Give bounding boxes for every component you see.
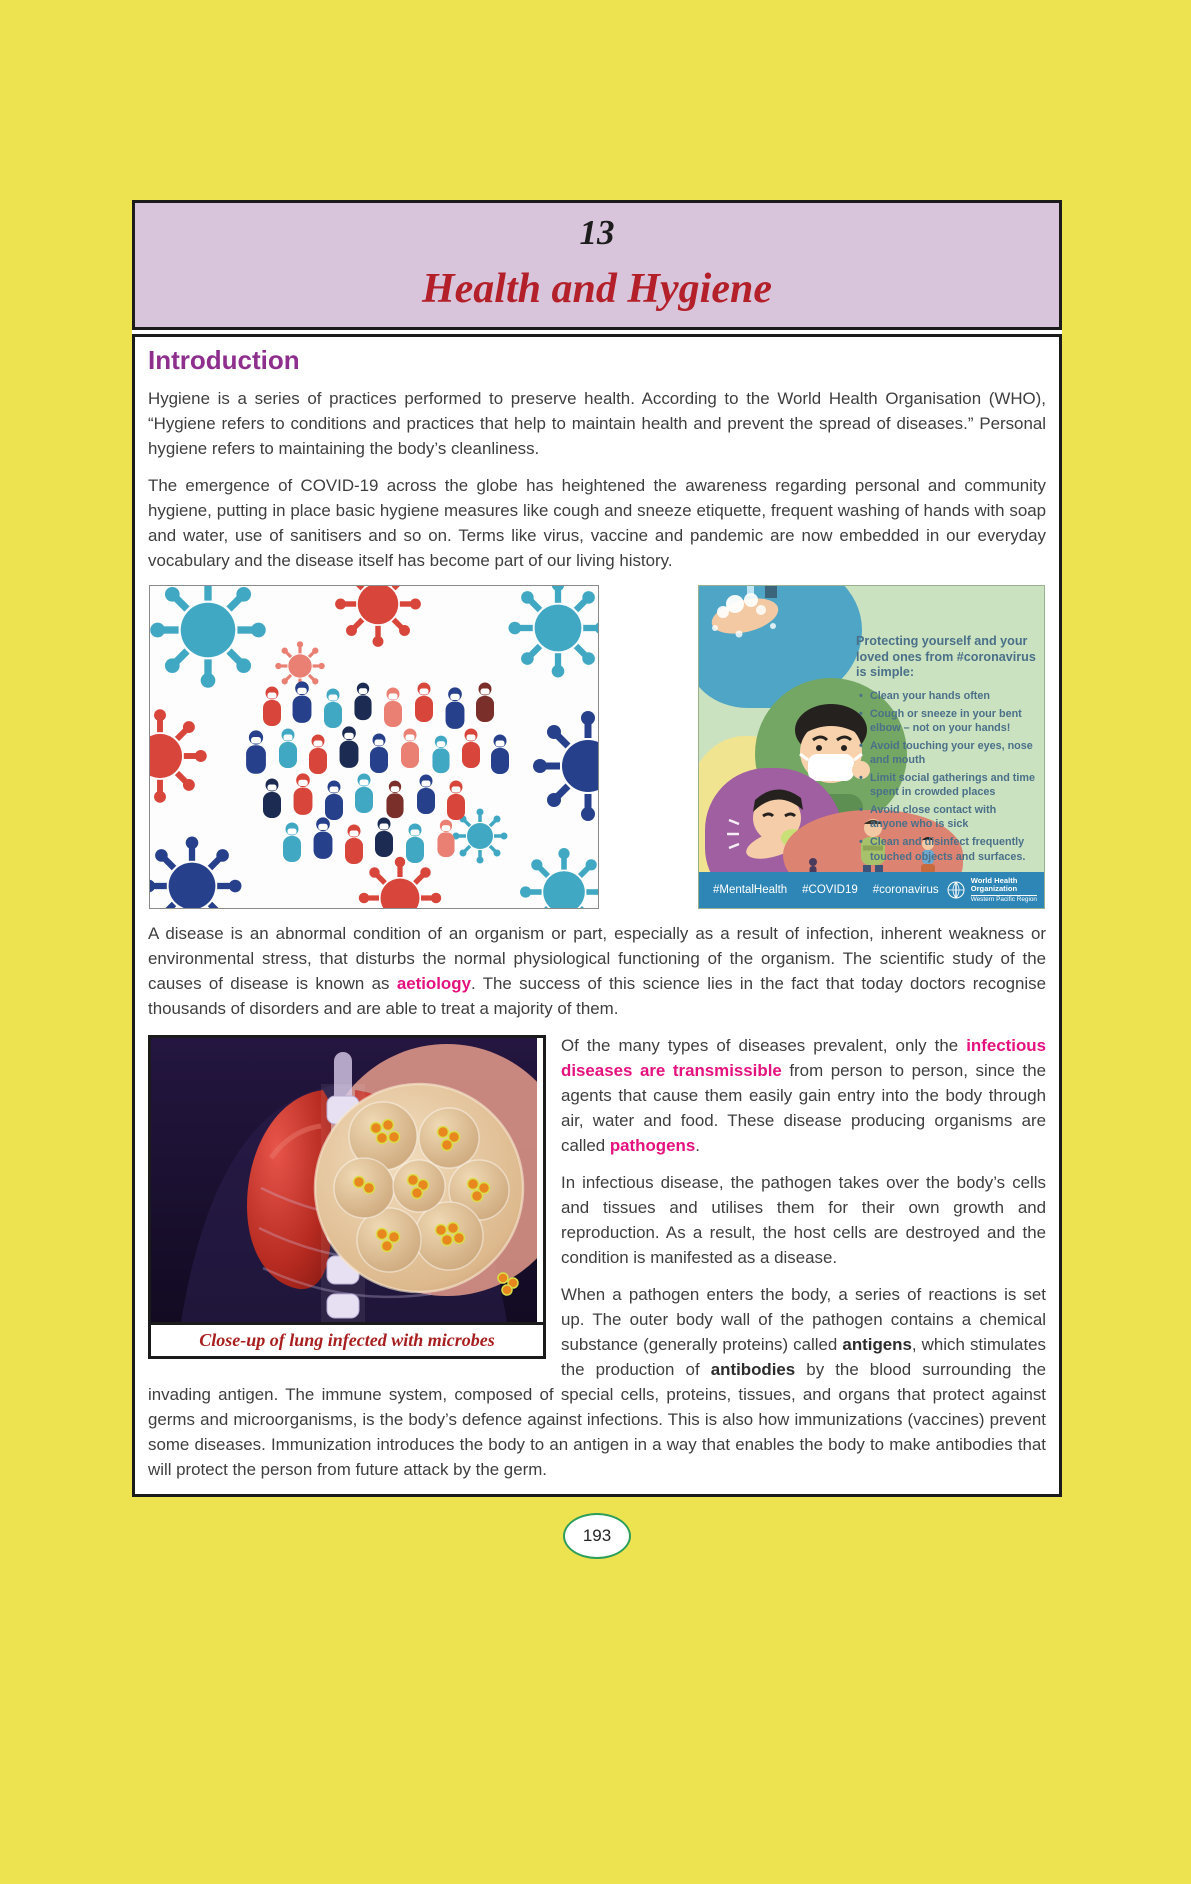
infographic-bullet: • Avoid touching your eyes, nose and mouth <box>870 739 1036 767</box>
who-region: Western Pacific Region <box>970 895 1037 903</box>
page-content <box>132 200 1062 1497</box>
who-coronavirus-infographic <box>698 585 1045 909</box>
infographic-bullet: • Avoid close contact with anyone who is sick <box>870 803 1036 831</box>
who-emblem-icon <box>945 879 967 901</box>
infographic-footer-bar <box>699 872 1044 908</box>
infographic-bullet-list <box>856 689 1036 863</box>
chapter-title: Health and Hygiene <box>422 266 772 312</box>
plain-text: . <box>695 1136 700 1155</box>
intro-paragraph-2: The emergence of COVID-19 across the globe has heightened the awareness regarding personal and community hygiene, putting in place basic hygiene measures like cough and sneeze etiquette, frequent washing of hands with soap and water, use of sanitisers and so on. Terms like virus, vaccine and pandemic are now embedded in our everyday vocabulary and the disease itself has become part of our living history. <box>148 476 1046 570</box>
page-number: 193 <box>582 1526 612 1545</box>
infographic-title: Protecting yourself and your loved ones from #coronavirus is simple: <box>856 634 1036 680</box>
who-logo-text <box>971 877 1037 904</box>
page-number-badge <box>563 1513 631 1559</box>
who-name-line1: World Health <box>970 875 1018 885</box>
virus-crowd-svg <box>150 586 598 908</box>
keyword-text: pathogens <box>609 1136 696 1155</box>
infographic-bullet: • Cough or sneeze in your bent elbow – not on your hands! <box>870 707 1036 735</box>
plain-text: by the blood surrounding the invading antigen. The immune system, composed of special cells, proteins, tissues, and organs that protect against germs and microorganisms, is the body’s defence against infections. This is also how immunizations (vaccines) prevent some diseases. Immunization introduces the body to an antigen in a way that enables the body to make antibodies that will protect the person from future attack by the germ. <box>148 1360 1046 1479</box>
section-heading-introduction: Introduction <box>148 345 300 375</box>
keyword-text: infectious diseases are transmissible <box>561 1036 1046 1080</box>
plain-text: In infectious disease, the pathogen takes over the body’s cells and tissues and utilises them for their own growth and reproduction. As a result, the host cells are destroyed and the condition is manifested as a disease. <box>561 1173 1046 1267</box>
disease-definition-paragraph <box>148 921 1046 1021</box>
media-row <box>149 585 1045 909</box>
plain-text: Of the many types of diseases prevalent, only the <box>561 1036 967 1055</box>
infographic-bullet: • Limit social gatherings and time spent in crowded places <box>870 771 1036 799</box>
plain-text: from person to person, since the agents that cause them easily gain entry into the body through air, water and food. These disease producing organisms are called <box>561 1061 1046 1155</box>
hashtag-mentalhealth: #MentalHealth <box>713 884 788 896</box>
lung-figure <box>148 1035 546 1359</box>
lung-section <box>148 1033 1046 1482</box>
plain-text: When a pathogen enters the body, a series of reactions is set up. The outer body wall of the pathogen contains a chemical substance (generally proteins) called <box>561 1285 1046 1354</box>
lung-figure-caption: Close-up of lung infected with microbes <box>151 1322 543 1356</box>
infected-lung-image <box>151 1038 537 1322</box>
chapter-body <box>132 334 1062 1497</box>
intro-paragraph-1: Hygiene is a series of practices performed to preserve health. According to the World Health Organisation (WHO), “Hygiene refers to conditions and practices that help to maintain health and prevent the spread of diseases.” Personal hygiene refers to maintaining the body’s cleanliness. <box>148 389 1046 458</box>
keyword-text: antigens <box>842 1335 912 1354</box>
page-number-row <box>132 1513 1062 1559</box>
who-logo <box>945 877 1037 904</box>
infographic-bullet: • Clean and disinfect frequently touched objects and surfaces. <box>870 835 1036 863</box>
infographic-bullet: • Clean your hands often <box>870 689 1036 703</box>
plain-text: A disease is an abnormal condition of an organism or part, especially as a result of infection, inherent weakness or environmental stress, that disturbs the normal physiological functioning of the organism. The scientific study of the causes of disease is known as <box>148 924 1046 993</box>
plain-text: . The success of this science lies in the fact that today doctors recognise thousands of disorders and are able to treat a majority of them. <box>148 974 1047 1018</box>
hashtag-covid19: #COVID19 <box>802 884 858 896</box>
coronavirus-crowd-illustration <box>149 585 599 909</box>
keyword-text: aetiology <box>396 974 471 993</box>
infographic-text-block <box>856 634 1036 868</box>
chapter-header <box>132 200 1062 330</box>
hashtag-coronavirus: #coronavirus <box>872 884 939 896</box>
who-name-line2: Organization <box>970 883 1018 893</box>
hashtag-row <box>713 884 939 896</box>
keyword-text: antibodies <box>710 1360 796 1379</box>
plain-text: , which stimulates the production of <box>561 1335 1046 1379</box>
chapter-number: 13 <box>579 213 615 252</box>
